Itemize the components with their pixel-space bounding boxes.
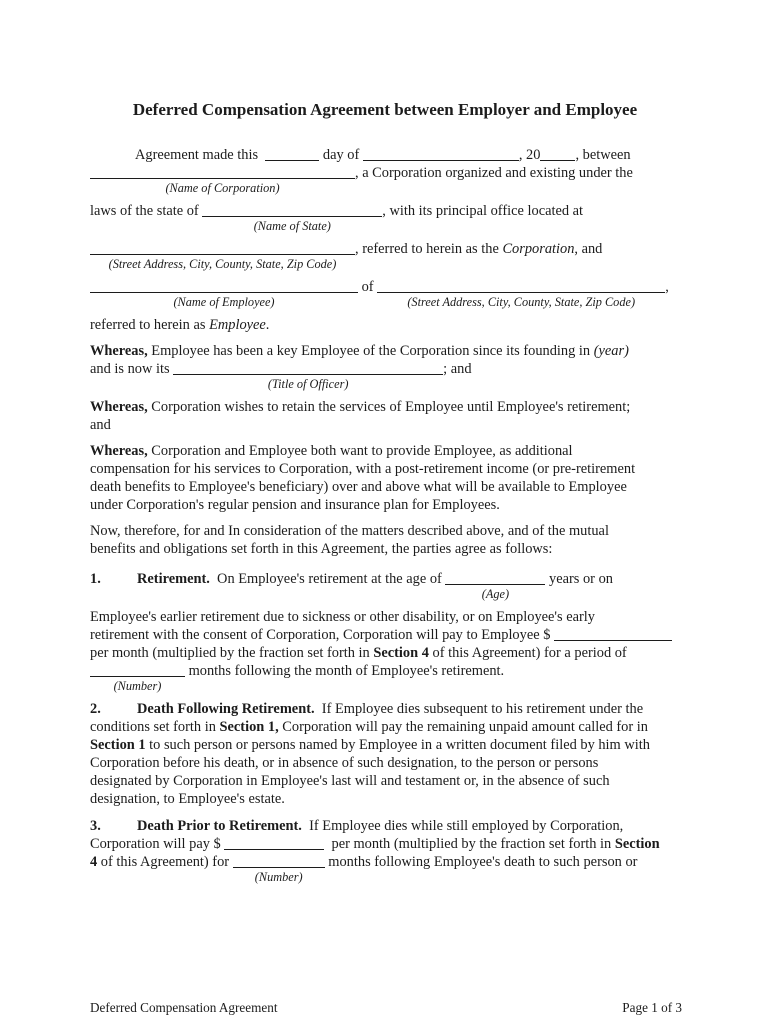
text-run: , a Corporation organized and existing under the bbox=[355, 165, 633, 181]
blank-field bbox=[265, 147, 319, 161]
field-label: (Number) bbox=[254, 870, 303, 884]
section-3-death-prior-to-retirement bbox=[90, 817, 690, 884]
blank-field bbox=[90, 663, 185, 693]
text-run: Whereas, bbox=[90, 343, 148, 359]
blank-field bbox=[233, 854, 325, 884]
text-run: designated by Corporation in Employee's last will and testament or, in the absence of such bbox=[90, 773, 610, 789]
text-run: , with its principal office located at bbox=[382, 203, 584, 219]
text-line bbox=[90, 478, 690, 496]
blank-field bbox=[363, 147, 519, 161]
section-1-retirement bbox=[90, 570, 690, 693]
blank-field bbox=[90, 241, 355, 271]
text-line bbox=[90, 608, 690, 626]
text-run: . bbox=[265, 317, 270, 333]
document-title: Deferred Compensation Agreement between Employer and Employee bbox=[132, 100, 638, 119]
blank-field bbox=[173, 361, 443, 391]
text-run: 3. bbox=[90, 818, 101, 834]
now-therefore-paragraph bbox=[90, 522, 690, 558]
field-label: (Street Address, City, County, State, Zip Code) bbox=[407, 295, 636, 309]
field-label: (Age) bbox=[481, 587, 510, 601]
field-label: (Number) bbox=[113, 679, 162, 693]
text-run: , between bbox=[575, 147, 631, 163]
text-line bbox=[90, 416, 690, 434]
text-line bbox=[90, 460, 690, 478]
blank-field bbox=[445, 571, 545, 601]
document-body bbox=[90, 146, 690, 891]
text-line bbox=[90, 316, 690, 334]
text-run: of this Agreement) for bbox=[97, 854, 233, 870]
text-run: designation, to Employee's estate. bbox=[90, 791, 285, 807]
field-label: (Name of Corporation) bbox=[165, 181, 280, 195]
text-line bbox=[90, 853, 690, 884]
blank-field bbox=[202, 203, 382, 233]
text-run: and bbox=[90, 417, 111, 433]
text-line bbox=[90, 202, 690, 233]
text-run: compensation for his services to Corporation, with a post-retirement income (or pre-retirement bbox=[90, 461, 636, 477]
text-run: If Employee dies while still employed by Corporation, bbox=[301, 818, 624, 834]
text-run: Corporation before his death, or in absence of such designation, to the person or persons bbox=[90, 755, 599, 771]
text-line bbox=[90, 754, 690, 772]
section-2-death-following-retirement bbox=[90, 700, 690, 808]
text-run: under Corporation's regular pension and insurance plan for Employees. bbox=[90, 497, 500, 513]
blank-field bbox=[554, 627, 672, 641]
whereas-clause-1 bbox=[90, 342, 690, 391]
blank-field bbox=[90, 279, 358, 309]
text-line bbox=[90, 790, 690, 808]
text-run: retirement with the consent of Corporation, Corporation will pay to Employee $ bbox=[90, 627, 554, 643]
text-run: of this Agreement) for a period of bbox=[428, 645, 627, 661]
text-line bbox=[90, 442, 690, 460]
text-line bbox=[90, 772, 690, 790]
text-line bbox=[90, 644, 690, 662]
document-footer bbox=[90, 1000, 682, 1015]
whereas-clause-2 bbox=[90, 398, 690, 434]
text-line bbox=[90, 398, 690, 416]
field-label: (Name of Employee) bbox=[173, 295, 275, 309]
text-line bbox=[90, 278, 690, 309]
text-run: If Employee dies subsequent to his retirement under the bbox=[314, 701, 644, 717]
text-run: years or on bbox=[545, 571, 613, 587]
text-run: Employee's earlier retirement due to sickness or other disability, or on Employee's early bbox=[90, 609, 595, 625]
text-line bbox=[90, 626, 690, 644]
text-run: 4 bbox=[90, 854, 98, 870]
field-label: (Street Address, City, County, State, Zip Code) bbox=[108, 257, 337, 271]
text-run: Corporation and Employee both want to provide Employee, as additional bbox=[147, 443, 573, 459]
text-line bbox=[90, 835, 690, 853]
text-run: referred to herein as bbox=[90, 317, 210, 333]
blank-field bbox=[90, 165, 355, 195]
text-run: laws of the state of bbox=[90, 203, 203, 219]
field-label: (Name of State) bbox=[253, 219, 331, 233]
text-run: 1. bbox=[90, 571, 101, 587]
text-run: 2. bbox=[90, 701, 101, 717]
text-run: day of bbox=[319, 147, 363, 163]
text-line bbox=[90, 570, 690, 601]
text-line bbox=[90, 736, 690, 754]
text-run: Death Prior to Retirement. bbox=[137, 818, 302, 834]
text-line bbox=[90, 700, 690, 718]
text-run: Section 4 bbox=[373, 645, 429, 661]
whereas-clause-3 bbox=[90, 442, 690, 514]
text-run: (year) bbox=[593, 343, 629, 359]
text-run: and is now its bbox=[90, 361, 174, 377]
text-line bbox=[90, 540, 690, 558]
text-run: of bbox=[358, 279, 378, 295]
text-run: Section 1, bbox=[219, 719, 279, 735]
text-run: Corporation will pay the remaining unpaid amount called for in bbox=[278, 719, 648, 735]
text-line bbox=[90, 662, 690, 693]
text-line bbox=[90, 718, 690, 736]
text-run: Corporation wishes to retain the services of Employee until Employee's retirement; bbox=[147, 399, 631, 415]
intro-paragraph bbox=[90, 146, 690, 334]
text-run: conditions set forth in bbox=[90, 719, 220, 735]
text-run: per month (multiplied by the fraction set forth in bbox=[90, 645, 374, 661]
footer-document-name: Deferred Compensation Agreement bbox=[90, 1000, 278, 1015]
text-run: Whereas, bbox=[90, 399, 148, 415]
text-run: Now, therefore, for and In consideration of the matters described above, and of the mutual bbox=[90, 523, 609, 539]
text-run: months following Employee's death to such person or bbox=[324, 854, 638, 870]
text-line bbox=[90, 817, 690, 835]
text-run: Employee bbox=[209, 317, 266, 333]
text-run: months following the month of Employee's retirement. bbox=[185, 663, 505, 679]
field-label: (Title of Officer) bbox=[267, 377, 349, 391]
blank-field bbox=[540, 147, 575, 161]
text-line bbox=[90, 496, 690, 514]
text-run: Section 1 bbox=[90, 737, 146, 753]
footer-page-number: Page 1 of 3 bbox=[622, 1000, 682, 1015]
text-line bbox=[90, 360, 690, 391]
text-run: Employee has been a key Employee of the Corporation since its founding in bbox=[147, 343, 594, 359]
text-run: to such person or persons named by Employee in a written document filed by him with bbox=[145, 737, 650, 753]
text-run: Section bbox=[614, 836, 660, 852]
text-run: , bbox=[665, 279, 669, 295]
text-run: benefits and obligations set forth in this Agreement, the parties agree as follows: bbox=[90, 541, 553, 557]
text-run: , referred to herein as the bbox=[355, 241, 503, 257]
text-run: Retirement. bbox=[137, 571, 210, 587]
text-run: death benefits to Employee's beneficiary) over and above what will be available to Employee bbox=[90, 479, 627, 495]
text-line bbox=[90, 342, 690, 360]
text-run: Death Following Retirement. bbox=[137, 701, 315, 717]
blank-field bbox=[377, 279, 665, 309]
text-run: , and bbox=[574, 241, 603, 257]
text-run: per month (multiplied by the fraction set forth in bbox=[324, 836, 615, 852]
text-run: On Employee's retirement at the age of bbox=[209, 571, 446, 587]
blank-field bbox=[224, 836, 324, 850]
text-run: ; and bbox=[443, 361, 472, 377]
text-line bbox=[90, 240, 690, 271]
text-run: Corporation will pay $ bbox=[90, 836, 225, 852]
text-run: Whereas, bbox=[90, 443, 148, 459]
text-line bbox=[90, 146, 690, 164]
text-line bbox=[90, 522, 690, 540]
text-run: , 20 bbox=[518, 147, 541, 163]
text-run: Corporation bbox=[502, 241, 575, 257]
text-line bbox=[90, 164, 690, 195]
text-run: Agreement made this bbox=[135, 147, 266, 163]
